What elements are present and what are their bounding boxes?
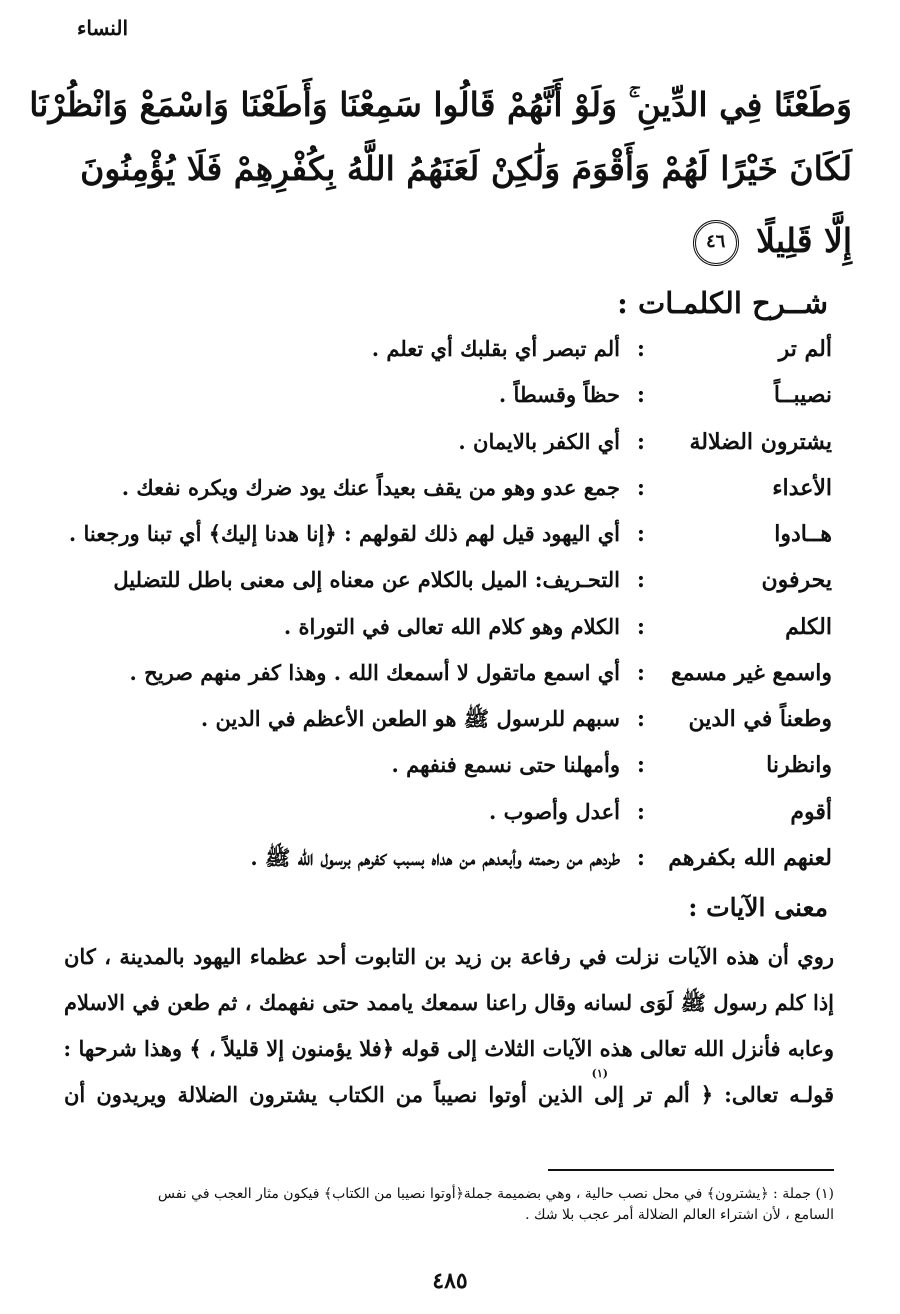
glossary-separator: : [636, 614, 645, 640]
glossary-row [0, 845, 900, 891]
glossary-row [0, 660, 900, 706]
glossary-definition: وأمهلنا حتى نسمع فنفهم . [391, 752, 620, 777]
paragraph-line-2: إذا كلم رسول ﷺ لَوَى لسانه وقال راعنا سمعك ياممد حتى نفهمك ، ثم طعن في الاسلام [64, 990, 834, 1015]
surah-header: النساء [76, 16, 128, 40]
glossary-term: الأعداء [772, 475, 832, 501]
footnote-line-2: السامع ، لأن اشتراء العالم الضلالة أمر عجب بلا شك . [525, 1207, 834, 1223]
glossary-separator: : [636, 845, 645, 871]
glossary-term: ألم تر [778, 336, 832, 362]
verse-line-2: لَكَانَ خَيْرًا لَهُمْ وَأَقْوَمَ وَلَٰكِنْ لَعَنَهُمُ اللَّهُ بِكُفْرِهِمْ فَلَا يُؤْمِنُونَ [80, 149, 852, 188]
glossary-term: أقوم [790, 799, 832, 825]
verse-line-3-text: إِلَّا قَلِيلًا [756, 221, 852, 260]
glossary-definition: أي اليهود قيل لهم ذلك لقولهم : ﴿إنا هدنا إليك﴾ أي تبنا ورجعنا . [68, 521, 620, 546]
glossary-term: يحرفون [761, 567, 832, 593]
glossary-row [0, 706, 900, 752]
glossary-separator: : [636, 382, 645, 408]
glossary-definition: ألم تبصر أي بقلبك أي تعلم . [371, 336, 620, 361]
glossary-definition: التحـريف: الميل بالكلام عن معناه إلى معنى باطل للتضليل [113, 567, 620, 592]
glossary-separator: : [636, 336, 645, 362]
glossary-title: شــرح الكلمـات : [617, 286, 828, 320]
glossary-term: واسمع غير مسمع [670, 660, 832, 686]
paragraph-line-3: وعابه فأنزل الله تعالى هذه الآيات الثلاث إلى قوله ﴿فلا يؤمنون إلا قليلاً ، ﴾ وهذا شرحها : [63, 1036, 834, 1061]
page-number: ٤٨٥ [432, 1268, 468, 1294]
glossary-term: يشترون الضلالة [689, 429, 832, 455]
glossary-definition: سبهم للرسول ﷺ هو الطعن الأعظم في الدين . [200, 706, 620, 731]
footnote-reference: (١) [591, 1067, 608, 1080]
glossary-definition: الكلام وهو كلام الله تعالى في التوراة . [283, 614, 620, 639]
glossary-row [0, 799, 900, 845]
glossary-term: لعنهم الله بكفرهم [668, 845, 832, 871]
glossary-separator: : [636, 521, 645, 547]
glossary-term: وانظرنا [766, 752, 832, 778]
glossary-row [0, 336, 900, 382]
glossary-separator: : [636, 799, 645, 825]
glossary-term: الكلم [785, 614, 832, 640]
quran-verse [29, 62, 852, 262]
glossary-row [0, 752, 900, 798]
glossary-separator: : [636, 752, 645, 778]
paragraph-line-4: قولـه تعالى: ﴿ ألم تر إلى الذين أوتوا نصيباً من الكتاب يشترون الضلالة ويريدون أن [64, 1082, 834, 1107]
glossary-separator: : [636, 475, 645, 501]
glossary-separator: : [636, 567, 645, 593]
glossary-separator: : [636, 706, 645, 732]
glossary-row [0, 475, 900, 521]
glossary-definition: طردهم من رحمته وأبعدهم من هداه بسبب كفرهم برسول الله ﷺ . [250, 845, 620, 870]
glossary-definition: أي الكفر بالايمان . [458, 429, 620, 454]
ayah-number-mark: ٤٦ [693, 220, 739, 266]
glossary-term: وطعناً في الدين [688, 706, 832, 732]
glossary-definition: أعدل وأصوب . [488, 799, 620, 824]
footnote-line-1: (١) جملة : ﴿يشترون﴾ في محل نصب حالية ، وهي بضميمة جملة﴿أوتوا نصيبا من الكتاب﴾ فيكون مثار العجب في نفس [157, 1186, 834, 1202]
glossary-term: نصيبــاً [773, 382, 832, 408]
glossary-row [0, 614, 900, 660]
footnote-divider [548, 1169, 834, 1171]
glossary-separator: : [636, 660, 645, 686]
glossary-definition: حظاً وقسطاً . [498, 382, 620, 407]
footnote [64, 1184, 834, 1230]
glossary-row [0, 521, 900, 567]
meanings-paragraph [64, 934, 834, 1134]
glossary-row [0, 429, 900, 475]
glossary-row [0, 567, 900, 613]
glossary-definition: جمع عدو وهو من يقف بعيداً عنك يود ضرك ويكره نفعك . [121, 475, 620, 500]
glossary-definition: أي اسمع ماتقول لا أسمعك الله . وهذا كفر منهم صريح . [129, 660, 620, 685]
verse-line-1: وَطَعْنًا فِي الدِّينِ ۚ وَلَوْ أَنَّهُمْ قَالُوا سَمِعْنَا وَأَطَعْنَا وَاسْمَعْ وَانْظُرْنَا [29, 85, 852, 124]
paragraph-line-1: روي أن هذه الآيات نزلت في رفاعة بن زيد بن التابوت أحد عظماء اليهود بالمدينة ، كان [64, 944, 834, 969]
verse-line-3 [693, 210, 852, 272]
glossary-separator: : [636, 429, 645, 455]
glossary-term: هــادوا [774, 521, 832, 547]
meanings-title: معنى الآيات : [688, 893, 828, 922]
glossary-row [0, 382, 900, 428]
